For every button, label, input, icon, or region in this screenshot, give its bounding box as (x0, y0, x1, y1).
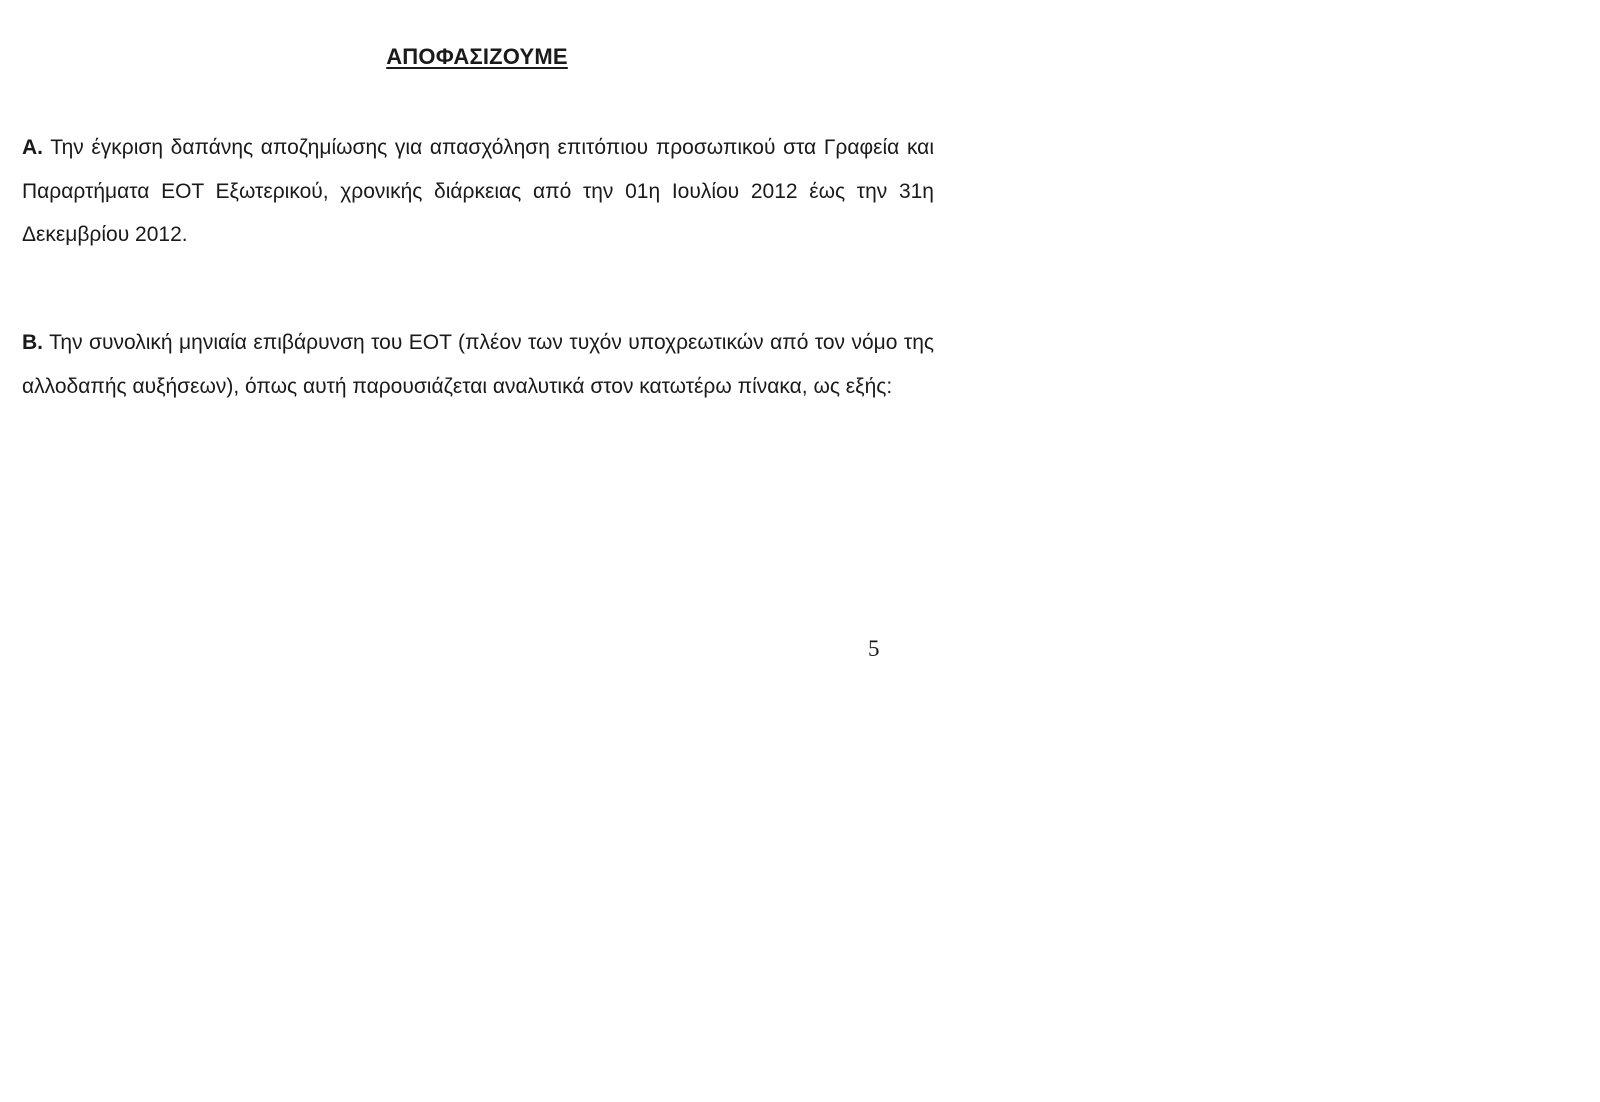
paragraph-b-label: Β. (22, 331, 43, 354)
paragraph-a (22, 126, 934, 257)
page-number: 5 (868, 636, 880, 661)
decision-heading: ΑΠΟΦΑΣΙΖΟΥΜΕ (386, 44, 568, 69)
paragraph-a-label: Α. (22, 136, 43, 159)
paragraph-a-text: Την έγκριση δαπάνης αποζημίωσης για απασχόληση επιτόπιου προσωπικού στα Γραφεία και Παραρτήματα ΕΟΤ Εξωτερικού, χρονικής διάρκειας από την 01η Ιουλίου 2012 έως την 31η Δεκεμβρίου 2012. (22, 136, 934, 246)
paragraph-b-text: Την συνολική μηνιαία επιβάρυνση του ΕΟΤ (πλέον των τυχόν υποχρεωτικών από τον νόμο της αλλοδαπής αυξήσεων), όπως αυτή παρουσιάζεται αναλυτικά στον κατωτέρω πίνακα, ως εξής: (22, 331, 934, 398)
paragraph-b (22, 321, 934, 408)
